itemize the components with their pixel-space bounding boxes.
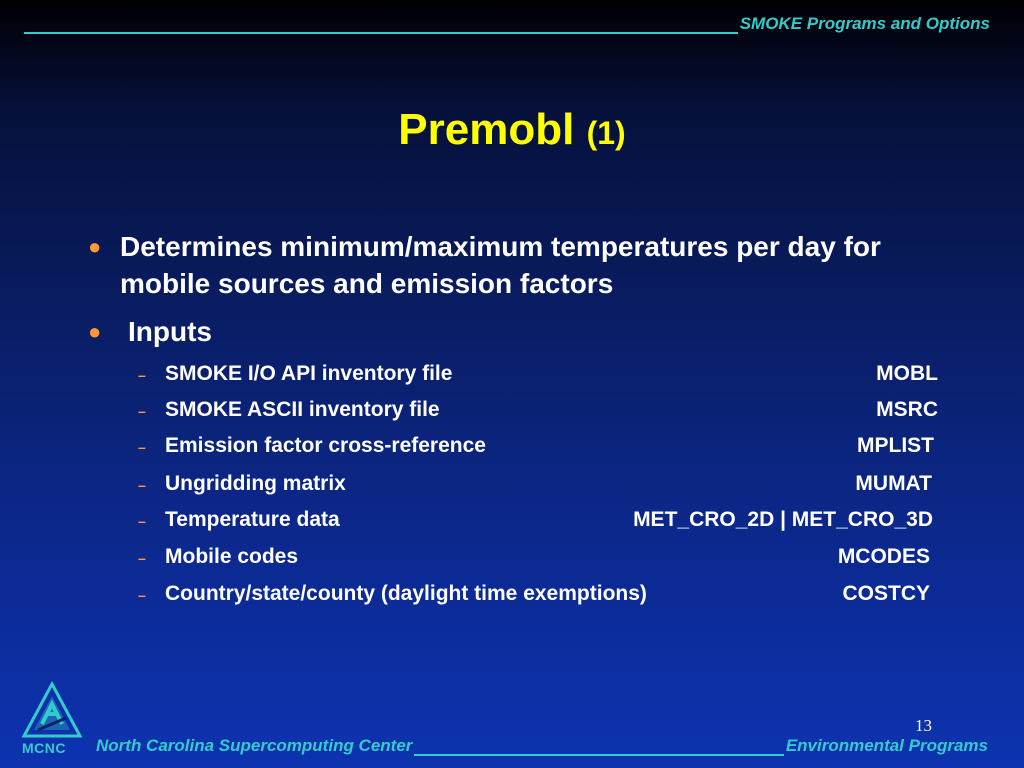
dash-icon: – <box>138 587 146 603</box>
input-code: MET_CRO_2D | MET_CRO_3D <box>633 508 933 531</box>
header-rule <box>24 16 738 34</box>
footer-left-text: North Carolina Supercomputing Center <box>96 736 413 755</box>
footer-rule <box>414 738 783 756</box>
input-code: MPLIST <box>857 434 934 457</box>
input-label: SMOKE I/O API inventory file <box>165 362 453 385</box>
header-title: SMOKE Programs and Options <box>739 14 990 33</box>
dash-icon: – <box>138 513 146 529</box>
dash-icon: – <box>138 439 146 455</box>
slide-title <box>0 104 1024 159</box>
footer-right-text: Environmental Programs <box>785 736 988 755</box>
input-code: COSTCY <box>842 582 930 605</box>
input-code: MSRC <box>876 398 938 421</box>
logo-text: MCNC <box>22 740 66 756</box>
input-label: Ungridding matrix <box>165 472 346 495</box>
bullet-dot-icon: ● <box>88 319 102 344</box>
bullet-text: Inputs <box>128 316 212 347</box>
input-code: MOBL <box>876 362 938 385</box>
slide-header <box>24 14 990 34</box>
dash-icon: – <box>138 403 146 419</box>
dash-icon: – <box>138 367 146 383</box>
input-code: MCODES <box>837 545 930 568</box>
slide-footer <box>96 736 988 756</box>
input-label: Temperature data <box>165 508 340 531</box>
bullet-text: Determines minimum/maximum temperatures per day for mobile sources and emission factors <box>120 231 881 299</box>
input-label: Country/state/county (daylight time exemptions) <box>165 582 647 605</box>
page-number: 13 <box>915 716 932 735</box>
dash-icon: – <box>138 477 146 493</box>
bullet-dot-icon: ● <box>88 234 102 259</box>
input-code: MUMAT <box>855 472 932 495</box>
input-label: Mobile codes <box>165 545 299 568</box>
slide-title-main: Premobl <box>398 105 575 154</box>
input-label: SMOKE ASCII inventory file <box>165 398 440 421</box>
dash-icon: – <box>138 550 146 566</box>
input-label: Emission factor cross-reference <box>165 434 486 457</box>
slide-title-suffix: (1) <box>586 115 626 151</box>
